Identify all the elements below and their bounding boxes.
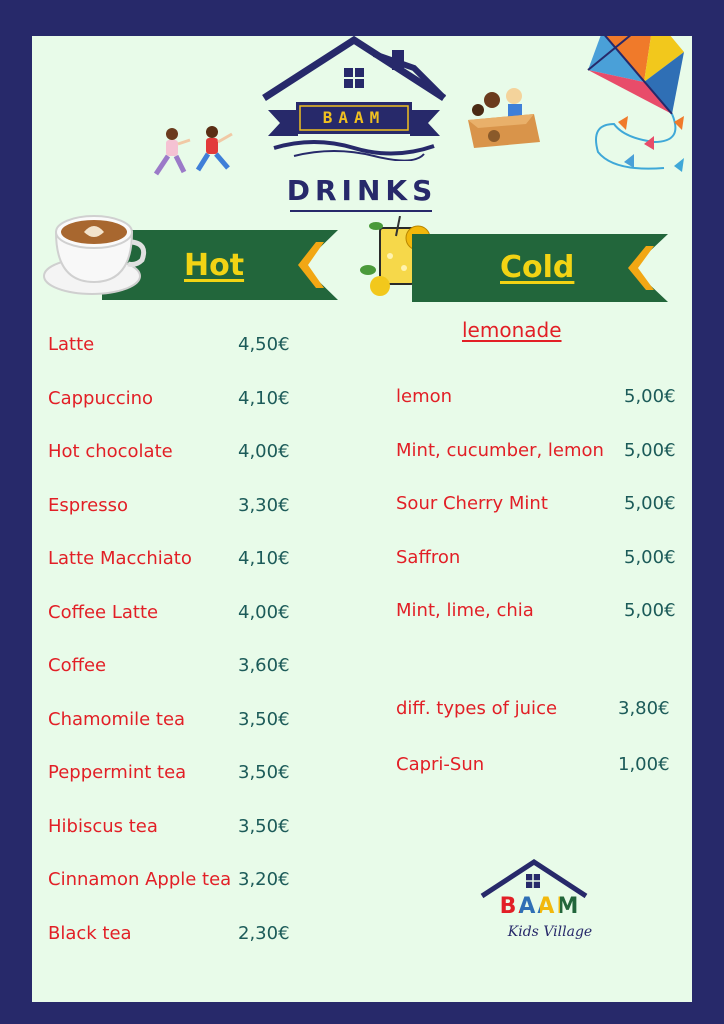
menu-item-price: 3,30€	[238, 494, 290, 516]
menu-item-name: Chamomile tea	[48, 708, 186, 730]
header-logo	[254, 36, 454, 161]
menu-item-name: Latte	[48, 334, 95, 355]
menu-item-name: Capri-Sun	[396, 754, 485, 775]
menu-item-price: 3,20€	[238, 869, 290, 890]
menu-item-name: Saffron	[396, 546, 461, 568]
menu-item-price: 3,80€	[618, 698, 670, 719]
menu-item-price: 4,10€	[238, 387, 290, 409]
footer-brand-text: BAAM	[499, 894, 581, 919]
lemonade-section-title: lemonade	[462, 318, 562, 342]
title-underline	[290, 210, 432, 212]
menu-page	[32, 36, 692, 1002]
menu-item-name: Coffee	[48, 655, 107, 676]
cold-label: Cold	[500, 250, 575, 285]
menu-item-price: 3,60€	[238, 655, 290, 676]
menu-item-name: Peppermint tea	[48, 762, 187, 783]
menu-item-name: Sour Cherry Mint	[396, 493, 548, 514]
menu-item-name: lemon	[396, 386, 453, 407]
hot-label: Hot	[184, 248, 245, 283]
menu-item-price: 5,00€	[624, 439, 676, 461]
running-kids-icon	[150, 122, 240, 182]
menu-item-price: 4,00€	[238, 601, 290, 623]
menu-item-price: 3,50€	[238, 762, 290, 783]
menu-item-name: Hibiscus tea	[48, 815, 158, 837]
page-title: DRINKS	[286, 174, 438, 207]
menu-item-price: 4,50€	[238, 334, 290, 355]
menu-item-price: 5,00€	[624, 600, 676, 621]
menu-item-price: 1,00€	[618, 754, 670, 775]
menu-item-name: Cappuccino	[48, 387, 154, 409]
menu-item-price: 5,00€	[624, 493, 676, 514]
menu-item-price: 4,10€	[238, 548, 290, 569]
menu-item-name: Mint, lime, chia	[396, 600, 534, 621]
menu-item-name: Cinnamon Apple tea	[48, 869, 232, 890]
brand-name: BAAM	[322, 108, 386, 127]
coffee-cup-icon	[40, 202, 148, 298]
menu-item-name: Latte Macchiato	[48, 548, 192, 569]
menu-item-name: Espresso	[48, 494, 129, 516]
menu-item-price: 3,50€	[238, 815, 290, 837]
kids-in-box-icon	[464, 84, 544, 154]
menu-item-name: Black tea	[48, 922, 132, 944]
menu-item-price: 5,00€	[624, 386, 676, 407]
menu-item-name: Hot chocolate	[48, 441, 173, 462]
menu-item-name: diff. types of juice	[396, 698, 558, 719]
footer-tagline: Kids Village	[507, 924, 593, 940]
menu-item-price: 2,30€	[238, 922, 290, 944]
menu-item-name: Mint, cucumber, lemon	[396, 439, 604, 461]
menu-item-name: Coffee Latte	[48, 601, 159, 623]
menu-item-price: 5,00€	[624, 546, 676, 568]
house-logo-icon	[254, 36, 454, 161]
footer-brand	[480, 894, 600, 919]
menu-item-price: 4,00€	[238, 441, 290, 462]
menu-item-price: 3,50€	[238, 708, 290, 730]
kite-icon	[584, 36, 692, 192]
